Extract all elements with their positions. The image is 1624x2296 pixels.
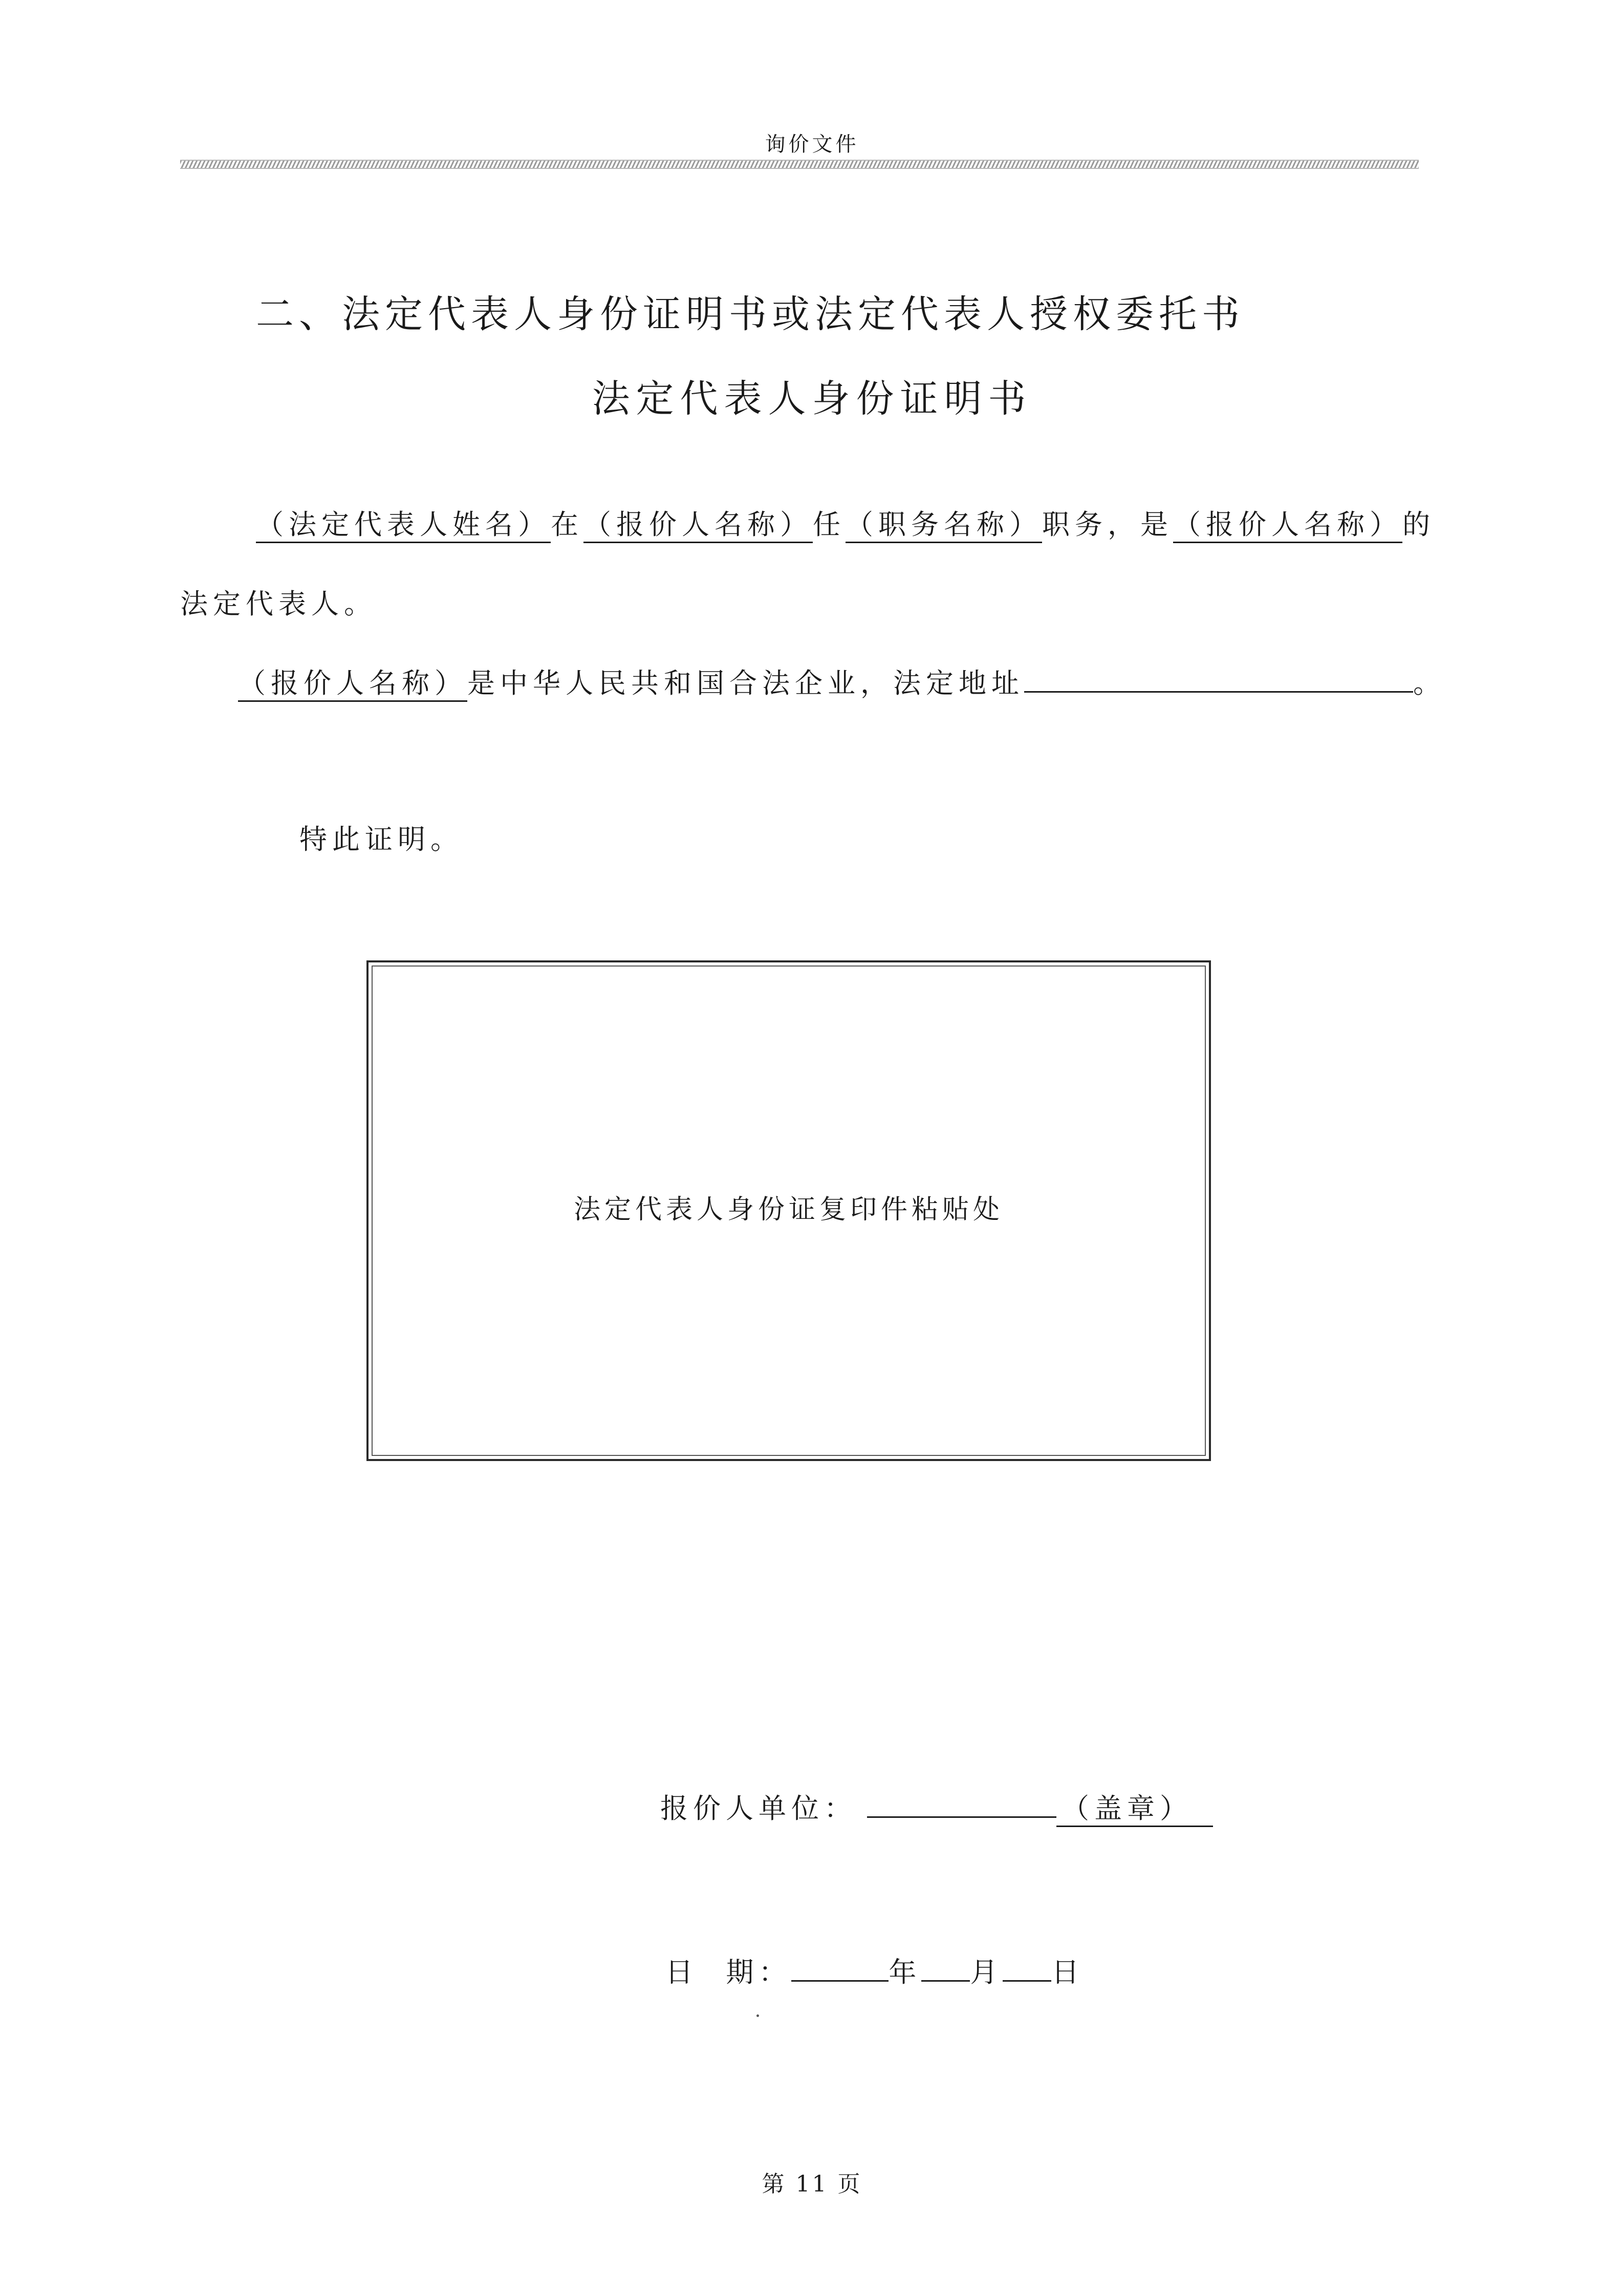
bidder-name-field-2: （报价人名称） [1173, 508, 1402, 543]
rep-name-field: （法定代表人姓名） [256, 508, 551, 543]
paragraph-1-line-2: 法定代表人。 [180, 588, 377, 620]
paragraph-1-line-1 [256, 504, 1435, 545]
address-blank [1024, 671, 1413, 693]
section-heading: 二、法定代表人身份证明书或法定代表人授权委托书 [256, 292, 1245, 336]
day-label: 日 [1051, 1956, 1085, 1988]
running-header: 询价文件 [765, 133, 859, 156]
bidder-unit-blank [867, 1796, 1056, 1818]
page-number: 第 11 页 [762, 2171, 862, 2197]
text-duty: 职务，是 [1042, 508, 1173, 541]
date-label: 日 期： [665, 1956, 792, 1988]
paragraph-2 [238, 663, 1446, 704]
text-de: 的 [1402, 508, 1435, 541]
position-field: （职务名称） [846, 508, 1042, 543]
seal-label: （盖章） [1056, 1792, 1213, 1827]
id-copy-label: 法定代表人身份证复印件粘贴处 [573, 1194, 1004, 1225]
bidder-name-field: （报价人名称） [583, 508, 813, 543]
month-blank [921, 1960, 970, 1982]
year-label: 年 [889, 1956, 922, 1988]
date-line [665, 1950, 1084, 1990]
document-title: 法定代表人身份证明书 [592, 377, 1032, 421]
text-zai: 在 [551, 508, 583, 541]
year-blank [791, 1960, 889, 1982]
bidder-unit-line [660, 1787, 1213, 1826]
bidder-unit-label: 报价人单位： [660, 1792, 857, 1825]
bidder-name-field-3: （报价人名称） [238, 667, 467, 702]
id-copy-paste-box [366, 960, 1211, 1461]
text-ren: 任 [813, 508, 846, 541]
legal-enterprise-text: 是中华人民共和国合法企业，法定地址 [467, 667, 1024, 699]
certify-text: 特此证明。 [299, 823, 463, 855]
scan-speck [756, 2014, 759, 2017]
period: 。 [1413, 667, 1446, 699]
header-divider [180, 160, 1419, 169]
month-label: 月 [970, 1956, 1003, 1988]
day-blank [1003, 1960, 1051, 1982]
